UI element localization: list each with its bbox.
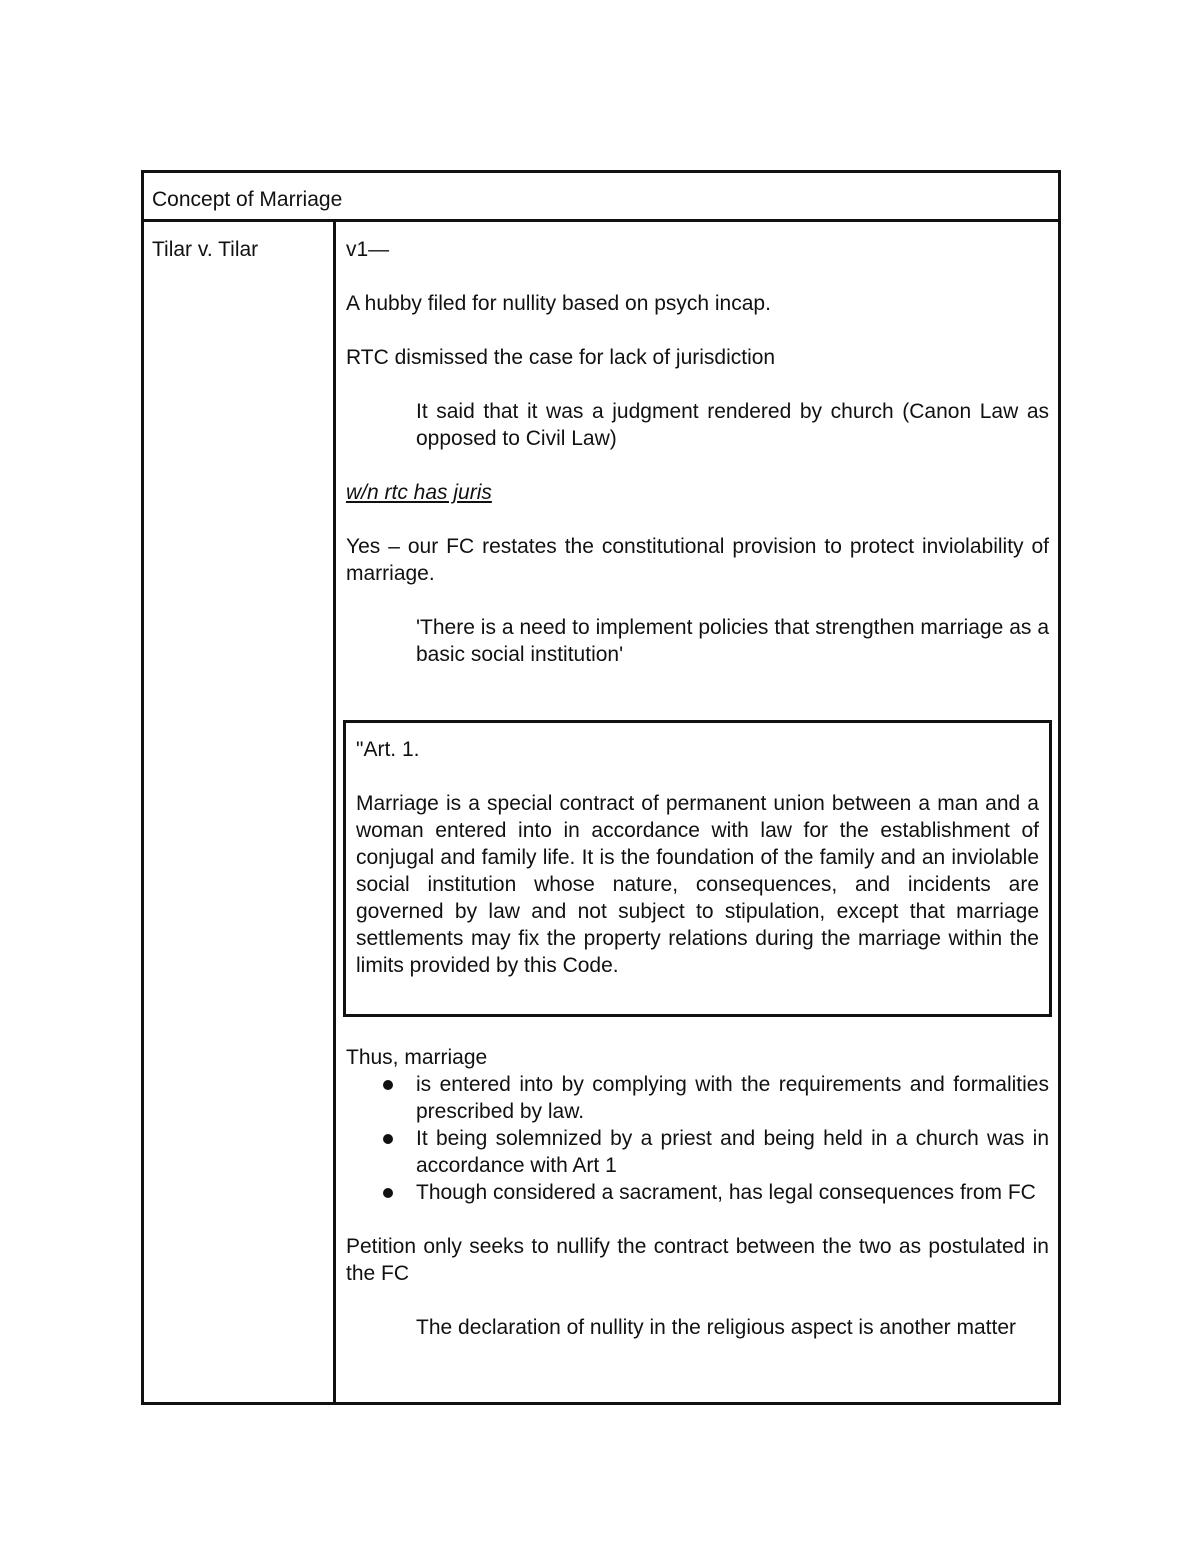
list-item [346,1179,1049,1206]
conclusion-section [346,1044,1049,1341]
table-header-row [144,173,1058,222]
list-item [346,1125,1049,1179]
conclusion-intro: Thus, marriage [346,1046,488,1069]
version-label: v1— [346,238,390,261]
facts-text: A hubby filed for nullity based on psych incap. [346,292,771,315]
article-quote-box [343,720,1052,1017]
rtc-text: RTC dismissed the case for lack of jurisdiction [346,346,776,369]
bullet-icon [383,1080,393,1090]
bullet-text: is entered into by complying with the requirements and formalities prescribed by law. [416,1073,1049,1123]
petition-text: Petition only seeks to nullify the contract between the two as postulated in the FC [346,1235,1049,1285]
bullet-icon [383,1134,393,1144]
article-heading: "Art. 1. [356,738,420,761]
list-item [346,1071,1049,1125]
rtc-reason-text: It said that it was a judgment rendered by church (Canon Law as opposed to Civil Law) [416,400,1049,450]
notes-table [141,170,1061,1405]
column-divider [333,222,336,1402]
case-notes [346,236,1049,695]
bullet-text: Though considered a sacrament, has legal consequences from FC [416,1181,1036,1204]
section-title: Concept of Marriage [152,188,343,211]
bullet-icon [383,1188,393,1198]
policy-quote-text: 'There is a need to implement policies that strengthen marriage as a basic social institution' [416,616,1049,666]
article-text: Marriage is a special contract of permanent union between a man and a woman entered into in accordance with law for the establishment of conjugal and family life. It is the foundation of the family and an inviolable social institution whose nature, consequences, and incidents are governed by law and not subject to stipulation, except that marriage settlements may fix the property relations during the marriage within the limits provided by this Code. [356,792,1039,977]
bullet-text: It being solemnized by a priest and being held in a church was in accordance with Art 1 [416,1127,1049,1177]
case-name: Tilar v. Tilar [152,238,259,261]
conclusion-bullet-list [346,1071,1049,1206]
religious-aspect-text: The declaration of nullity in the religious aspect is another matter [416,1316,1016,1339]
ruling-text: Yes – our FC restates the constitutional provision to protect inviolability of marriage. [346,535,1049,585]
issue-text: w/n rtc has juris [346,481,492,504]
